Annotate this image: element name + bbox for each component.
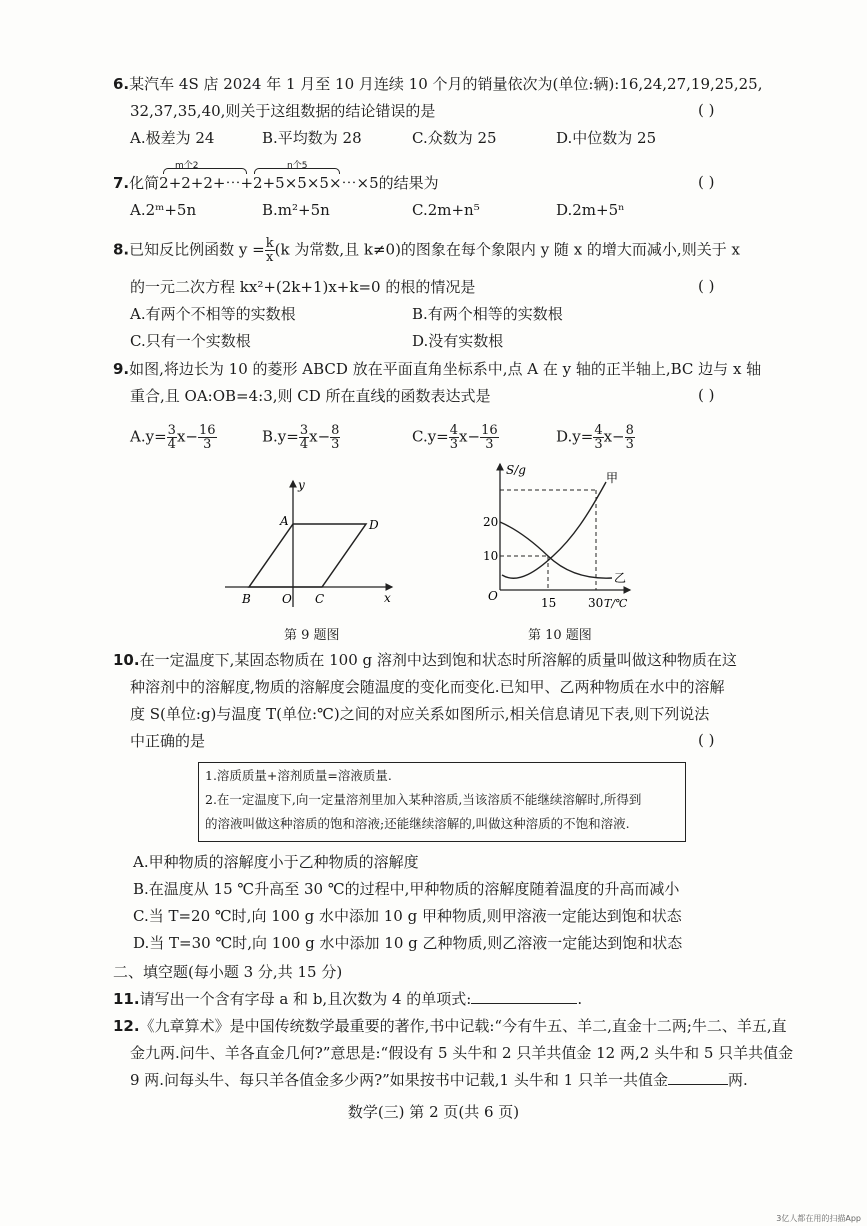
q9-c-d2: 3: [485, 437, 494, 452]
q8-option-b: B.有两个相等的实数根: [412, 305, 563, 323]
fig9-label-x: x: [384, 591, 391, 605]
q7-stem-b: 的结果为: [378, 174, 439, 192]
fig10-curve-jia: [502, 482, 606, 578]
fig10-label-20: 20: [483, 515, 499, 529]
fig10-label-yi: 乙: [614, 571, 627, 585]
q12-stem-3: 9 两.问每头牛、每只羊各值金多少两?”如果按书中记载,1 头牛和 1 只羊一共值金: [130, 1071, 668, 1089]
figure-10-solubility-graph: [478, 460, 638, 618]
q7-option-a: A.2ᵐ+5n: [130, 201, 197, 219]
q9-number: 9.: [113, 360, 130, 378]
q10-number: 10.: [113, 651, 140, 669]
q9-a-n1: 3: [167, 423, 176, 438]
q10-answer-paren: ( ): [698, 731, 715, 749]
q11-answer-blank[interactable]: [471, 989, 577, 1004]
fig10-label-s: S/g: [506, 463, 526, 477]
fig10-curve-yi: [500, 522, 612, 578]
fig9-rhombus: [249, 524, 366, 587]
fig10-label-jia: 甲: [606, 471, 619, 485]
section-2-heading: 二、填空题(每小题 3 分,共 15 分): [113, 963, 343, 981]
q10-box-line1: 1.溶质质量+溶剂质量=溶液质量.: [205, 768, 392, 783]
q6-option-a: A.极差为 24: [130, 129, 215, 147]
q9-option-c: [412, 424, 499, 451]
q6-stem-2: 32,37,35,40,则关于这组数据的结论错误的是: [130, 102, 436, 120]
q10-box-line2: 2.在一定温度下,向一定量溶剂里加入某种溶质,当该溶质不能继续溶解时,所得到: [205, 792, 642, 807]
fig9-label-d: D: [369, 518, 379, 532]
q7-line: [113, 173, 439, 193]
q9-b-d2: 3: [331, 437, 340, 452]
q8-line1: [113, 237, 740, 264]
figure-10-caption: 第 10 题图: [528, 628, 592, 643]
fig9-label-y: y: [298, 478, 305, 492]
q9-a-mid: x−: [176, 427, 198, 446]
fig10-label-30: 30: [588, 596, 604, 610]
q6-stem-1: 某汽车 4S 店 2024 年 1 月至 10 月连续 10 个月的销量依次为(单位:辆):16,24,27,19,25,25,: [129, 75, 763, 93]
q6-answer-paren: ( ): [698, 101, 715, 119]
q11-line: [113, 989, 582, 1009]
q9-a-n2: 16: [198, 423, 216, 438]
q7-expression: 2+2+2+⋯+2+5×5×5×⋯×5: [159, 174, 379, 192]
figure-9-rhombus: [220, 475, 400, 615]
q9-option-b: [262, 424, 340, 451]
fig9-label-b: B: [242, 592, 251, 606]
q8-answer-paren: ( ): [698, 277, 715, 295]
q9-a-d2: 3: [203, 437, 212, 452]
q7-option-b: B.m²+5n: [262, 201, 330, 219]
q6-number: 6.: [113, 75, 130, 93]
scanner-watermark: 3亿人都在用的扫描App: [776, 1214, 861, 1223]
q9-answer-paren: ( ): [698, 386, 715, 404]
q6-option-c: C.众数为 25: [412, 129, 497, 147]
q9-d-pre: D.y=: [556, 427, 594, 446]
fig10-label-10: 10: [483, 549, 499, 563]
q12-stem-2: 金九两.问牛、羊各直金几何?”意思是:“假设有 5 头牛和 2 只羊共值金 12 两,2 头牛和 5 只羊共值金: [130, 1044, 794, 1062]
q9-stem-1: 如图,将边长为 10 的菱形 ABCD 放在平面直角坐标系中,点 A 在 y 轴的正半轴上,BC 边与 x 轴: [129, 360, 762, 378]
q8-stem-pre: 已知反比例函数 y =: [129, 240, 265, 259]
q9-a-d1: 4: [167, 437, 176, 452]
q10-info-box: [198, 762, 686, 842]
q7-option-c: C.2m+n⁵: [412, 201, 480, 219]
q7-brace2-label: n个5: [287, 161, 308, 171]
page-footer: 数学(三) 第 2 页(共 6 页): [347, 1103, 520, 1121]
fig9-label-o: O: [282, 592, 292, 606]
q8-option-a: A.有两个不相等的实数根: [130, 305, 296, 323]
q9-c-mid: x−: [459, 427, 481, 446]
q9-a-pre: A.y=: [130, 427, 167, 446]
q12-line1: [113, 1016, 787, 1036]
q10-stem-4: 中正确的是: [130, 732, 206, 750]
q10-option-d: D.当 T=30 ℃时,向 100 g 水中添加 10 g 乙种物质,则乙溶液一定能达到饱和状态: [133, 934, 683, 952]
fig10-label-o: O: [488, 589, 498, 603]
q12-end: 两.: [727, 1071, 748, 1089]
q9-b-mid: x−: [309, 427, 331, 446]
fig9-label-a: A: [280, 514, 289, 528]
q6-line1: [113, 74, 762, 94]
q9-option-a: [130, 424, 217, 451]
q7-number: 7.: [113, 174, 130, 192]
q10-option-c: C.当 T=20 ℃时,向 100 g 水中添加 10 g 甲种物质,则甲溶液一定能达到饱和状态: [133, 907, 682, 925]
q8-stem-2: 的一元二次方程 kx²+(2k+1)x+k=0 的根的情况是: [130, 278, 476, 296]
q10-option-a: A.甲种物质的溶解度小于乙种物质的溶解度: [133, 853, 419, 871]
q8-number: 8.: [113, 240, 130, 259]
q9-d-n1: 4: [594, 423, 603, 438]
q8-frac-num: k: [265, 236, 274, 251]
q12-line3: [130, 1070, 748, 1090]
q7-answer-paren: ( ): [698, 173, 715, 191]
q12-stem-1: 《九章算术》是中国传统数学最重要的著作,书中记载:“今有牛五、羊二,直金十二两;牛二、羊五,直: [139, 1017, 787, 1035]
q9-c-n2: 16: [481, 423, 498, 438]
q9-c-n1: 4: [449, 423, 459, 438]
q9-d-n2: 8: [625, 423, 634, 438]
q6-option-b: B.平均数为 28: [262, 129, 362, 147]
q8-option-d: D.没有实数根: [412, 332, 504, 350]
q9-b-n2: 8: [331, 423, 340, 438]
q10-stem-3: 度 S(单位:g)与温度 T(单位:℃)之间的对应关系如图所示,相关信息请见下表,则下列说法: [130, 705, 710, 723]
fig10-label-t: T/℃: [604, 597, 628, 610]
q9-line1: [113, 359, 761, 379]
q11-end: .: [577, 990, 583, 1008]
q9-b-pre: B.y=: [262, 427, 299, 446]
q7-brace1-label: m个2: [175, 161, 199, 171]
fig9-label-c: C: [315, 592, 325, 606]
q8-stem-post: (k 为常数,且 k≠0)的图象在每个象限内 y 随 x 的增大而减小,则关于 x: [274, 240, 740, 259]
q10-stem-1: 在一定温度下,某固态物质在 100 g 溶剂中达到饱和状态时所溶解的质量叫做这种物质在这: [139, 651, 737, 669]
q10-line1: [113, 650, 737, 670]
q12-answer-blank[interactable]: [668, 1070, 728, 1085]
q9-stem-2: 重合,且 OA:OB=4:3,则 CD 所在直线的函数表达式是: [130, 387, 491, 405]
fig10-label-15: 15: [541, 596, 557, 610]
q11-stem: 请写出一个含有字母 a 和 b,且次数为 4 的单项式:: [139, 990, 472, 1008]
q9-b-n1: 3: [299, 423, 309, 438]
q12-number: 12.: [113, 1017, 140, 1035]
figure-9-caption: 第 9 题图: [284, 628, 340, 643]
q9-c-d1: 3: [449, 437, 459, 452]
q10-option-b: B.在温度从 15 ℃升高至 30 ℃的过程中,甲种物质的溶解度随着温度的升高而减小: [133, 880, 680, 898]
q8-frac-den: x: [266, 250, 274, 265]
q9-d-d2: 3: [625, 437, 634, 452]
q10-box-line3: 的溶液叫做这种溶质的饱和溶液;还能继续溶解的,叫做这种溶质的不饱和溶液.: [205, 816, 630, 831]
q6-option-d: D.中位数为 25: [556, 129, 657, 147]
q9-option-d: [556, 424, 635, 451]
q7-option-d: D.2m+5ⁿ: [556, 201, 625, 219]
q9-c-pre: C.y=: [412, 427, 449, 446]
q11-number: 11.: [113, 990, 140, 1008]
q9-b-d1: 4: [299, 437, 309, 452]
q9-d-d1: 3: [594, 437, 603, 452]
q7-stem-a: 化简: [129, 174, 160, 192]
q8-fraction: [265, 237, 275, 264]
q9-d-mid: x−: [603, 427, 625, 446]
q8-option-c: C.只有一个实数根: [130, 332, 251, 350]
q10-stem-2: 种溶剂中的溶解度,物质的溶解度会随温度的变化而变化.已知甲、乙两种物质在水中的溶解: [130, 678, 725, 696]
